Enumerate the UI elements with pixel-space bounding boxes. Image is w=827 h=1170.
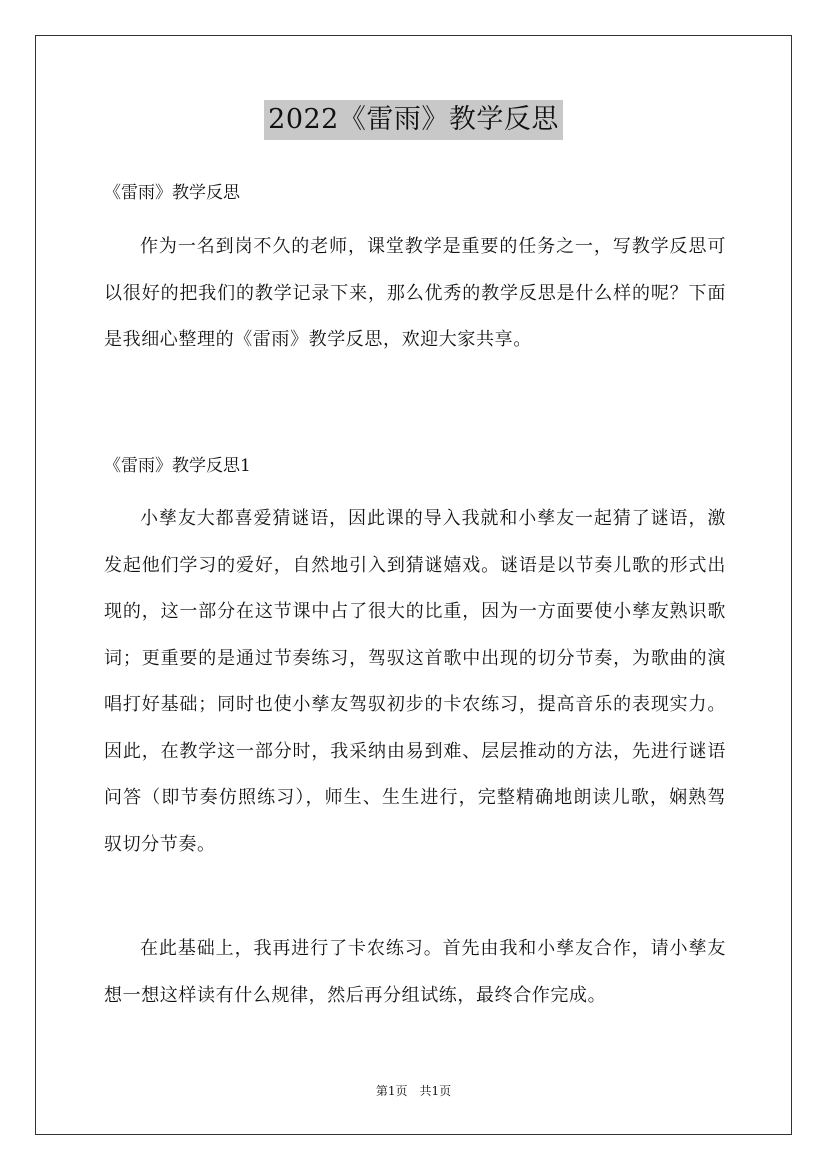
intro-paragraph: 作为一名到岗不久的老师，课堂教学是重要的任务之一，写教学反思可以很好的把我们的教学记录下来，那么优秀的教学反思是什么样的呢？下面是我细心整理的《雷雨》教学反思，欢迎大家共享。 bbox=[104, 236, 726, 350]
document-title: 2022《雷雨》教学反思 bbox=[264, 100, 563, 140]
section1-paragraph-2: 在此基础上，我再进行了卡农练习。首先由我和小孳友合作，请小孳友想一想这样读有什么规律，然后再分组试练，最终合作完成。 bbox=[104, 938, 726, 1006]
intro-heading: 《雷雨》教学反思 bbox=[104, 183, 240, 203]
page-footer: 第1页 共1页 bbox=[375, 1084, 452, 1098]
section1-heading: 《雷雨》教学反思1 bbox=[104, 456, 251, 476]
document-title-wrapper bbox=[0, 100, 827, 140]
section1-paragraph-1: 小孳友大都喜爱猜谜语，因此课的导入我就和小孳友一起猜了谜语，激发起他们学习的爱好，自然地引入到猜谜嬉戏。谜语是以节奏儿歌的形式出现的，这一部分在这节课中占了很大的比重，因为一方面要使小孳友熟识歌词；更重要的是通过节奏练习，驾驭这首歌中出现的切分节奏，为歌曲的演唱打好基础；同时也使小孳友驾驭初步的卡农练习，提高音乐的表现实力。因此，在教学这一部分时，我采纳由易到难、层层推动的方法，先进行谜语问答（即节奏仿照练习），师生、生生进行，完整精确地朗读儿歌，娴熟驾驭切分节奏。 bbox=[104, 508, 726, 855]
